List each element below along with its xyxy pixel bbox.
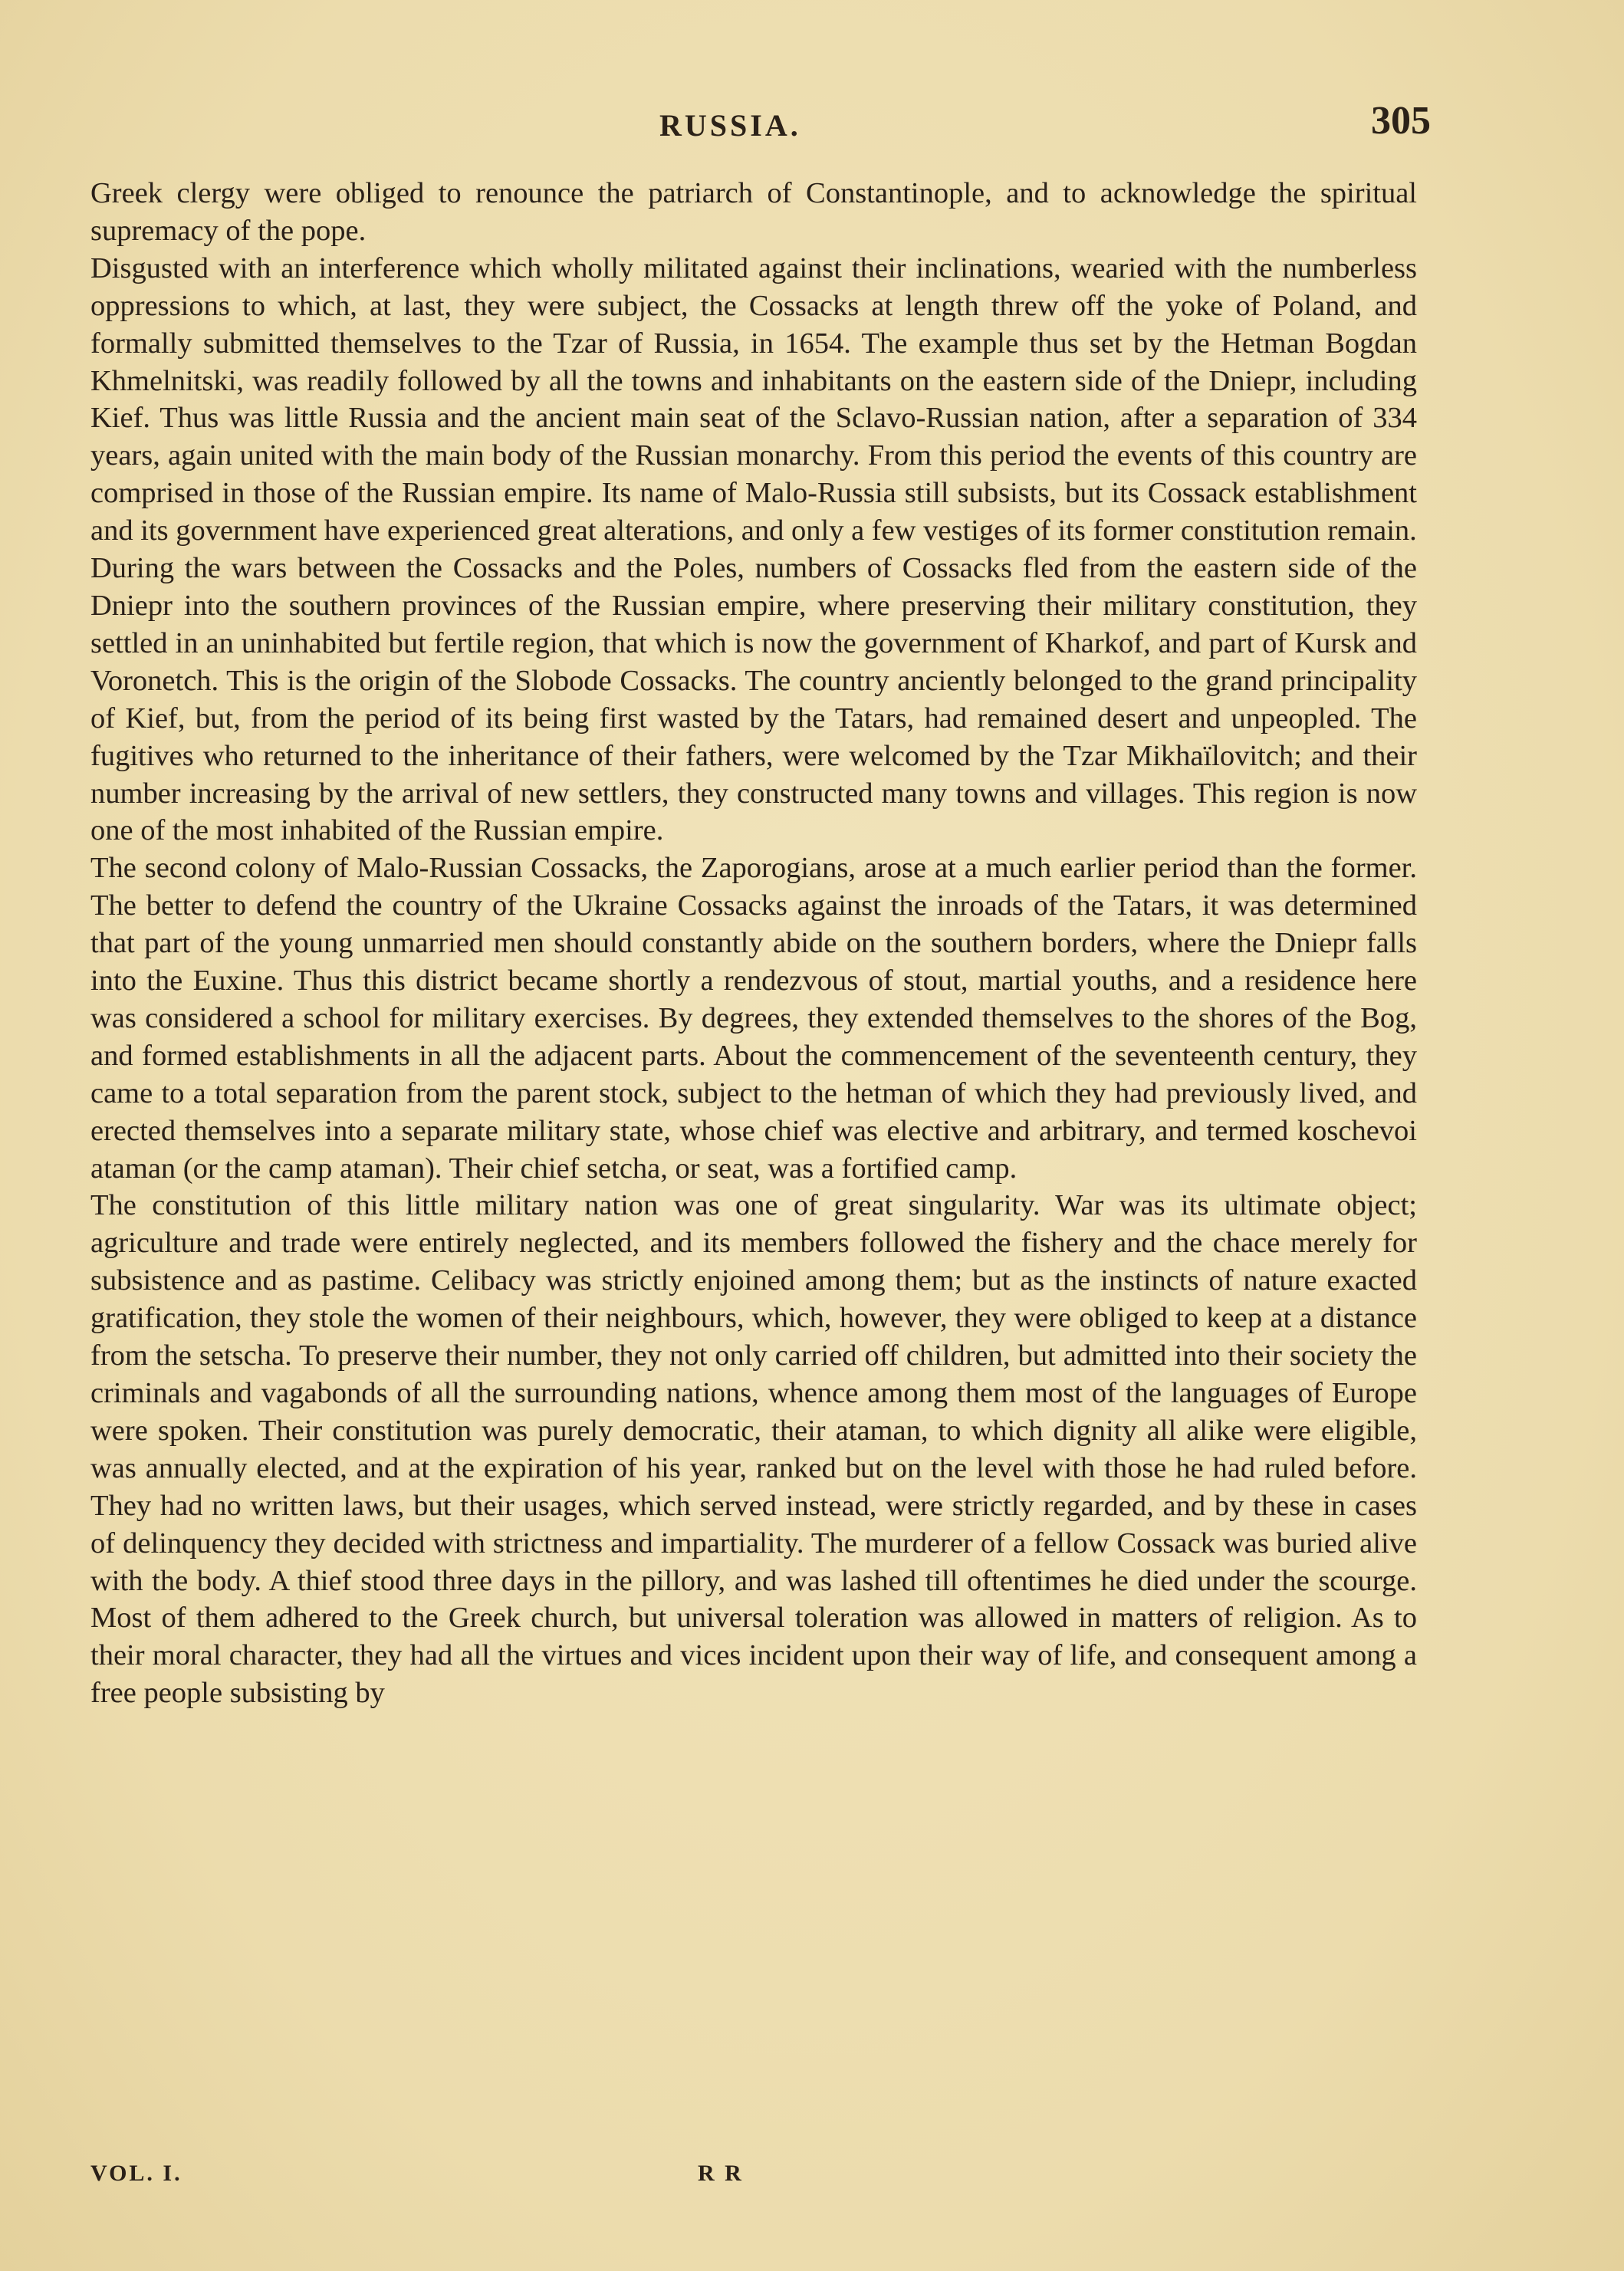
paragraph-2: Disgusted with an interference which wholly militated against their inclinations, wearied with the numberless oppressions to which, at last, they were subject, the Cossacks at length threw off the yoke of Poland, and formally submitted themselves to the Tzar of Russia, in 1654. The example thus set by the Hetman Bogdan Khmelnitski, was readily followed by all the towns and inhabitants on the eastern side of the Dniepr, including Kief. Thus was little Russia and the ancient main seat of the Sclavo-Russian nation, after a separation of 334 years, again united with the main body of the Russian monarchy. From this period the events of this country are comprised in those of the Russian empire. Its name of Malo-Russia still subsists, but its Cossack establishment and its government have experienced great alterations, and only a few vestiges of its former constitution remain. <box>90 251 1417 547</box>
footer-signature: R R <box>698 2161 744 2186</box>
paragraph-5: The constitution of this little military nation was one of great singularity. War was its ultimate object; agriculture and trade were entirely neglected, and its members followed the fishery and the chace merely for subsistence and as pastime. Celibacy was strictly enjoined among them; but as the instincts of nature exacted gratification, they stole the women of their neighbours, which, however, they were obliged to keep at a distance from the setscha. To preserve their number, they not only carried off children, but admitted into their society the criminals and vagabonds of all the surrounding nations, whence among them most of the languages of Europe were spoken. Their constitution was purely democratic, their ataman, to which dignity all alike were eligible, was annually elected, and at the expiration of his year, ranked but on the level with those he had ruled before. They had no written laws, but their usages, which served instead, were strictly regarded, and by these in cases of delinquency they decided with strictness and impartiality. The murderer of a fellow Cossack was buried alive with the body. A thief stood three days in the pillory, and was lashed till oftentimes he died under the scourge. Most of them adhered to the Greek church, but universal toleration was allowed in matters of religion. As to their moral character, they had all the virtues and vices incident upon their way of life, and consequent among a free people subsisting by <box>90 1189 1417 1710</box>
body-text <box>90 175 1417 1712</box>
footer-volume: VOL. I. <box>90 2161 182 2186</box>
running-head: RUSSIA. <box>659 108 801 143</box>
paragraph-4: The second colony of Malo-Russian Cossacks, the Zaporogians, arose at a much earlier period than the former. The better to defend the country of the Ukraine Cossacks against the inroads of the Tatars, it was determined that part of the young unmarried men should constantly abide on the southern borders, where the Dniepr falls into the Euxine. Thus this district became shortly a rendezvous of stout, martial youths, and a residence here was considered a school for military exercises. By degrees, they extended themselves to the shores of the Bog, and formed establishments in all the adjacent parts. About the commencement of the seventeenth century, they came to a total separation from the parent stock, subject to the hetman of which they had previously lived, and erected themselves into a separate military state, whose chief was elective and arbitrary, and termed koschevoi ataman (or the camp ataman). Their chief setcha, or seat, was a fortified camp. <box>90 852 1417 1185</box>
page-number: 305 <box>1371 99 1431 143</box>
paragraph-1: Greek clergy were obliged to renounce the patriarch of Constantinople, and to acknowledge the spiritual supremacy of the pope. <box>90 177 1417 247</box>
paragraph-3: During the wars between the Cossacks and the Poles, numbers of Cossacks fled from the eastern side of the Dniepr into the southern provinces of the Russian empire, where preserving their military constitution, they settled in an uninhabited but fertile region, that which is now the government of Kharkof, and part of Kursk and Voronetch. This is the origin of the Slobode Cossacks. The country anciently belonged to the grand principality of Kief, but, from the period of its being first wasted by the Tatars, had remained desert and unpeopled. The fugitives who returned to the inheritance of their fathers, were welcomed by the Tzar Mikhaïlovitch; and their number increasing by the arrival of new settlers, they constructed many towns and villages. This region is now one of the most inhabited of the Russian empire. <box>90 552 1417 847</box>
